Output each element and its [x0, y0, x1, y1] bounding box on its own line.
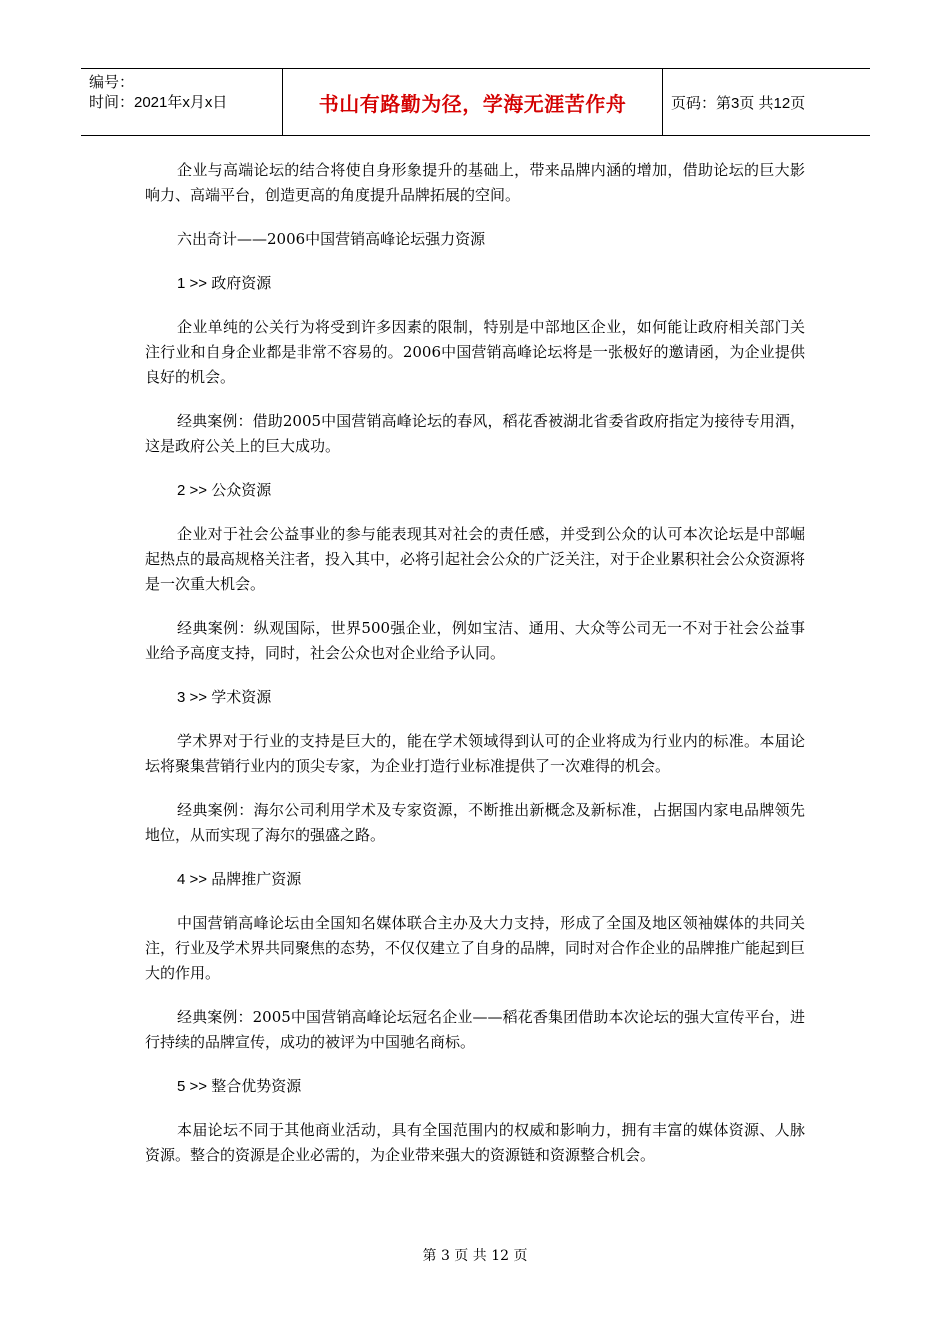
- doc-time-label: 时间：2021年x月x日: [89, 94, 228, 111]
- intro-paragraph: 企业与高端论坛的结合将使自身形象提升的基础上，带来品牌内涵的增加，借助论坛的巨大影响力、高端平台，创造更高的角度提升品牌拓展的空间。: [145, 161, 805, 204]
- section-2-paragraph: 企业对于社会公益事业的参与能表现其对社会的责任感，并受到公众的认可本次论坛是中部崛起热点的最高规格关注者，投入其中，必将引起社会公众的广泛关注，对于企业累积社会公众资源将是一次重大机会。: [145, 525, 806, 593]
- section-1-paragraph: 企业单纯的公关行为将受到许多因素的限制，特别是中部地区企业，如何能让政府相关部门关注行业和自身企业都是非常不容易的。2006中国营销高峰论坛将是一张极好的邀请函，为企业提供良好的机会。: [145, 318, 805, 386]
- section-4-paragraph: 中国营销高峰论坛由全国知名媒体联合主办及大力支持，形成了全国及地区领袖媒体的共同关注，行业及学术界共同聚焦的态势，不仅仅建立了自身的品牌，同时对合作企业的品牌推广能起到巨大的作用。: [145, 914, 806, 982]
- section-4-title: 4 >> 品牌推广资源: [177, 871, 302, 888]
- section-3-title: 3 >> 学术资源: [177, 689, 272, 706]
- header-page-info: 页码：第3页 共12页: [671, 94, 806, 112]
- section-2-case: 经典案例：纵观国际，世界500强企业，例如宝洁、通用、大众等公司无一不对于社会公益事业给予高度支持，同时，社会公众也对企业给予认同。: [145, 619, 805, 662]
- section-5-paragraph: 本届论坛不同于其他商业活动，具有全国范围内的权威和影响力，拥有丰富的媒体资源、人脉资源。整合的资源是企业必需的，为企业带来强大的资源链和资源整合机会。: [145, 1121, 805, 1164]
- section-5-title: 5 >> 整合优势资源: [177, 1078, 302, 1095]
- page-footer: 第 3 页 共 12 页: [422, 1248, 528, 1264]
- section-main-heading: 六出奇计——2006中国营销高峰论坛强力资源: [177, 230, 486, 248]
- section-1-title: 1 >> 政府资源: [177, 275, 272, 292]
- section-1-case: 经典案例：借助2005中国营销高峰论坛的春风，稻花香被湖北省委省政府指定为接待专用酒，这是政府公关上的巨大成功。: [145, 412, 805, 455]
- page-header: [81, 68, 870, 136]
- header-meta: [81, 69, 283, 135]
- section-3-case: 经典案例：海尔公司利用学术及专家资源，不断推出新概念及新标准，占据国内家电品牌领先地位，从而实现了海尔的强盛之路。: [145, 801, 805, 844]
- doc-code-label: 编号：: [89, 74, 135, 91]
- header-motto: 书山有路勤为径，学海无涯苦作舟: [283, 69, 663, 135]
- section-2-title: 2 >> 公众资源: [177, 482, 272, 499]
- document-body: [145, 158, 805, 1187]
- section-4-case: 经典案例：2005中国营销高峰论坛冠名企业——稻花香集团借助本次论坛的强大宣传平台，进行持续的品牌宣传，成功的被评为中国驰名商标。: [145, 1008, 805, 1051]
- section-3-paragraph: 学术界对于行业的支持是巨大的，能在学术领域得到认可的企业将成为行业内的标准。本届论坛将聚集营销行业内的顶尖专家，为企业打造行业标准提供了一次难得的机会。: [145, 732, 805, 775]
